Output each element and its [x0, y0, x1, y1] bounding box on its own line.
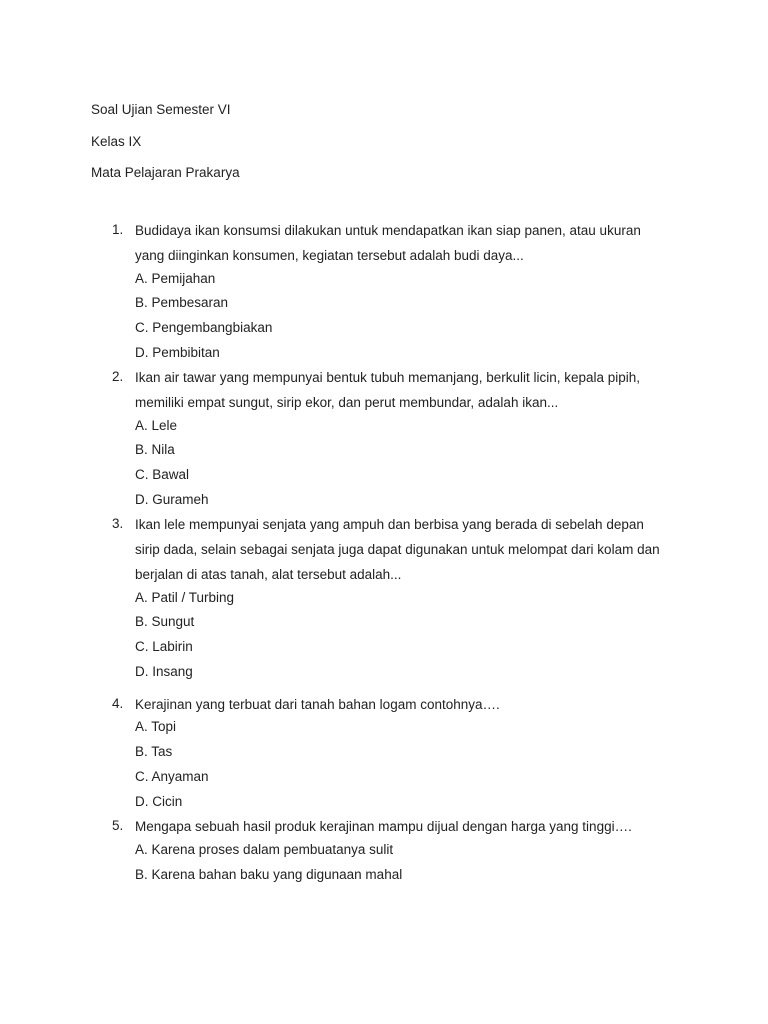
option-a: A. Karena proses dalam pembuatanya sulit [135, 842, 394, 857]
question-line: Mengapa sebuah hasil produk kerajinan mampu dijual dengan harga yang tinggi…. [135, 819, 632, 834]
option-d: D. Insang [135, 664, 193, 679]
option-b: B. Nila [135, 442, 175, 457]
option-c: C. Pengembangbiakan [135, 320, 273, 335]
option-b: B. Karena bahan baku yang digunaan mahal [135, 867, 403, 882]
option-b: B. Tas [135, 744, 173, 759]
question-line: memiliki empat sungut, sirip ekor, dan perut membundar, adalah ikan... [135, 395, 559, 410]
question-line: Ikan lele mempunyai senjata yang ampuh dan berbisa yang berada di sebelah depan [135, 517, 644, 532]
option-b: B. Sungut [135, 614, 195, 629]
option-a: A. Topi [135, 719, 177, 734]
option-d: D. Pembibitan [135, 345, 220, 360]
option-c: C. Anyaman [135, 769, 209, 784]
option-a: A. Pemijahan [135, 271, 216, 286]
question-line: Ikan air tawar yang mempunyai bentuk tubuh memanjang, berkulit licin, kepala pipih, [135, 370, 641, 385]
class-label: Kelas IX [91, 134, 142, 149]
question-text [135, 692, 670, 717]
question-line: Budidaya ikan konsumsi dilakukan untuk mendapatkan ikan siap panen, atau ukuran [135, 223, 641, 238]
question-line: yang diinginkan konsumen, kegiatan tersebut adalah budi daya... [135, 248, 524, 263]
question-line: sirip dada, selain sebagai senjata juga dapat digunakan untuk melompat dari kolam dan [135, 542, 660, 557]
subject-label: Mata Pelajaran Prakarya [91, 165, 240, 180]
option-b: B. Pembesaran [135, 295, 229, 310]
question-number: 2. [112, 369, 124, 384]
question-number: 4. [112, 696, 124, 711]
question-line: berjalan di atas tanah, alat tersebut adalah... [135, 567, 402, 582]
question-text [135, 218, 670, 268]
option-d: D. Gurameh [135, 492, 209, 507]
question-number: 5. [112, 818, 124, 833]
option-a: A. Lele [135, 418, 178, 433]
question-line: Kerajinan yang terbuat dari tanah bahan logam contohnya…. [135, 697, 500, 712]
question-text [135, 365, 670, 415]
exam-title: Soal Ujian Semester VI [91, 102, 231, 117]
question-text [135, 512, 670, 587]
option-c: C. Labirin [135, 639, 193, 654]
question-text [135, 814, 670, 839]
option-c: C. Bawal [135, 467, 190, 482]
option-d: D. Cicin [135, 794, 183, 809]
option-a: A. Patil / Turbing [135, 590, 235, 605]
question-number: 3. [112, 516, 124, 531]
question-number: 1. [112, 222, 124, 237]
